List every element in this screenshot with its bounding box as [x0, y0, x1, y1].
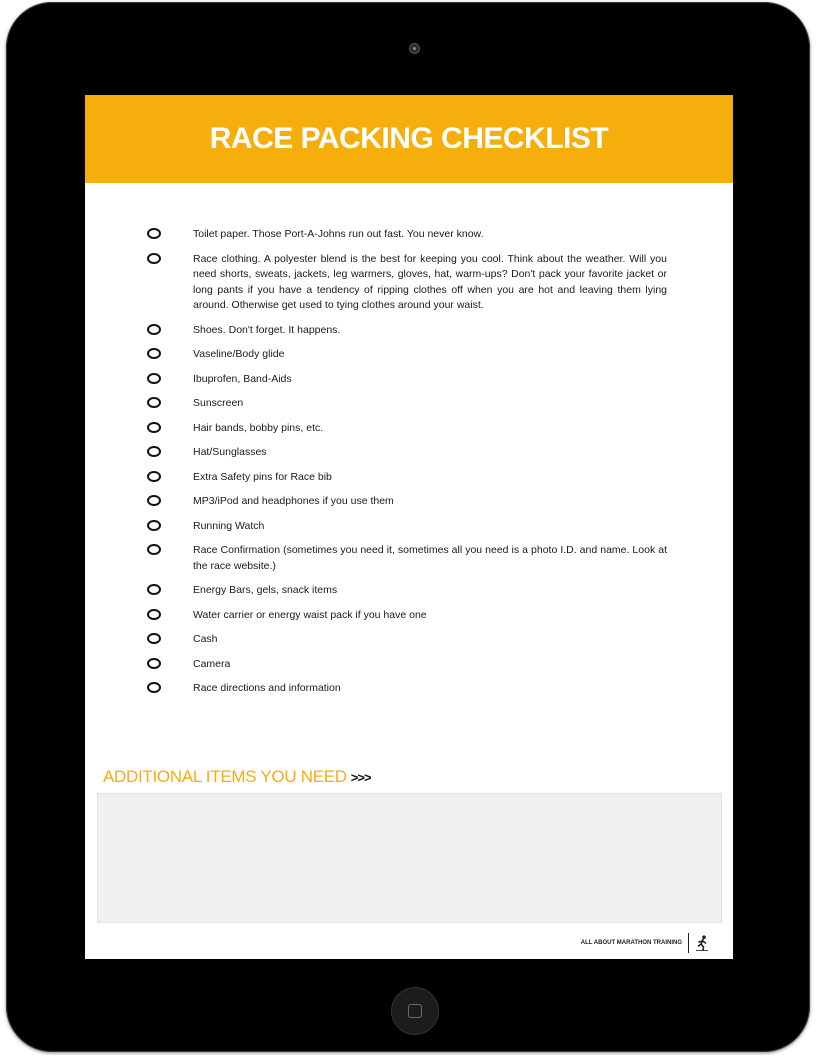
checkbox-circle-icon[interactable]: [147, 682, 161, 693]
list-item-text: Sunscreen: [193, 397, 244, 409]
list-item-text: Energy Bars, gels, snack items: [193, 584, 338, 596]
list-item: [147, 421, 667, 437]
additional-items-notes-field[interactable]: [97, 793, 722, 923]
list-item: [147, 519, 667, 535]
checkbox-circle-icon[interactable]: [147, 324, 161, 335]
list-item: [147, 632, 667, 648]
additional-items-heading: [103, 767, 371, 787]
list-item: [147, 445, 667, 461]
list-item-text: Water carrier or energy waist pack if you have one: [193, 608, 427, 621]
list-item-text: Camera: [193, 657, 231, 670]
checkbox-circle-icon[interactable]: [147, 446, 161, 457]
list-item: [147, 396, 667, 412]
checkbox-circle-icon[interactable]: [147, 584, 161, 595]
checkbox-circle-icon[interactable]: [147, 422, 161, 433]
checkbox-circle-icon[interactable]: [147, 520, 161, 531]
checkbox-circle-icon[interactable]: [147, 397, 161, 408]
list-item-text: Race clothing. A polyester blend is the best for keeping you cool. Think about the weather. Will you need shorts, sweats, jackets, leg warmers, gloves, hat, warm-ups? Don't pack your favorite jacket or long pants if you have a tendency of ripping clothes off when you are hot and leaving them lying around. Otherwise get used to tying clothes around your waist.: [193, 252, 667, 311]
list-item: [147, 494, 667, 510]
list-item-text: Vaseline/Body glide: [193, 348, 285, 360]
list-item: [147, 347, 667, 363]
list-item: [147, 583, 667, 599]
chevrons-right-icon: >>>: [350, 770, 371, 785]
list-item-text: Cash: [193, 633, 218, 645]
list-item-text: Ibuprofen, Band-Aids: [193, 372, 292, 385]
list-item: [147, 372, 667, 388]
document-page: [85, 95, 733, 959]
list-item-text: Running Watch: [193, 519, 265, 532]
page-title: RACE PACKING CHECKLIST: [209, 122, 609, 155]
list-item: [147, 657, 667, 673]
header-banner: [85, 95, 733, 183]
list-item-text: Toilet paper. Those Port-A-Johns run out fast. You never know.: [193, 228, 484, 240]
checkbox-circle-icon[interactable]: [147, 253, 161, 264]
list-item-text: Hair bands, bobby pins, etc.: [193, 421, 324, 434]
checkbox-circle-icon[interactable]: [147, 495, 161, 506]
list-item-text: MP3/iPod and headphones if you use them: [193, 495, 394, 507]
footer-brand: [581, 933, 709, 953]
checkbox-circle-icon[interactable]: [147, 228, 161, 239]
checkbox-circle-icon[interactable]: [147, 633, 161, 644]
list-item: [147, 608, 667, 624]
list-item: [147, 543, 667, 574]
list-item: [147, 227, 667, 243]
list-item-text: Shoes. Don't forget. It happens.: [193, 323, 341, 336]
footer-divider: [688, 933, 689, 953]
footer-brand-text: ALL ABOUT MARATHON TRAINING: [580, 940, 682, 946]
camera-icon: [409, 43, 420, 54]
additional-items-title: ADDITIONAL ITEMS YOU NEED: [103, 767, 347, 786]
list-item-text: Race Confirmation (sometimes you need it, sometimes all you need is a photo I.D. and name. Look at the race website.): [193, 544, 667, 572]
list-item: [147, 323, 667, 339]
list-item: [147, 681, 667, 697]
checkbox-circle-icon[interactable]: [147, 609, 161, 620]
runner-icon: [695, 935, 709, 951]
list-item: [147, 252, 667, 314]
list-item-text: Race directions and information: [193, 682, 341, 694]
list-item: [147, 470, 667, 486]
packing-checklist: [147, 227, 667, 706]
checkbox-circle-icon[interactable]: [147, 373, 161, 384]
checkbox-circle-icon[interactable]: [147, 658, 161, 669]
home-button[interactable]: [391, 987, 439, 1035]
checkbox-circle-icon[interactable]: [147, 544, 161, 555]
checkbox-circle-icon[interactable]: [147, 471, 161, 482]
list-item-text: Extra Safety pins for Race bib: [193, 470, 332, 483]
list-item-text: Hat/Sunglasses: [193, 446, 267, 458]
checkbox-circle-icon[interactable]: [147, 348, 161, 359]
